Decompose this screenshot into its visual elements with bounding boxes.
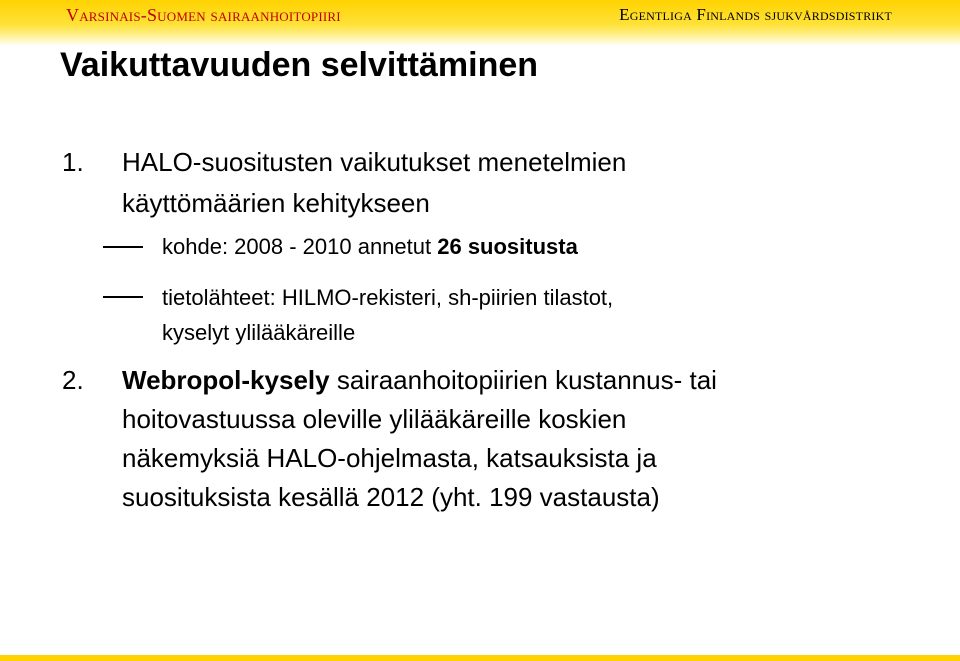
item-2-line-3: näkemyksiä HALO-ohjelmasta, katsauksista ja (122, 443, 657, 473)
item-number-2: 2. (62, 365, 84, 395)
organization-name-finnish: Varsinais-Suomen sairaanhoitopiiri (66, 5, 341, 25)
item-1-line-2: käyttömäärien kehitykseen (122, 188, 430, 218)
sub-item-sources-line-2: kyselyt ylilääkäreille (162, 320, 356, 345)
item-2-line-4: suosituksista kesällä 2012 (yht. 199 vastausta) (122, 482, 660, 512)
item-2-line-1 (122, 362, 717, 398)
item-2-bold: Webropol-kysely (122, 365, 330, 395)
item-2-line-2: hoitovastuussa oleville ylilääkäreille koskien (122, 404, 627, 434)
item-2-line-1-rest: sairaanhoitopiirien kustannus- tai (329, 365, 717, 395)
sub-item-sources-line-1: tietolähteet: HILMO-rekisteri, sh-piirien tilastot, (162, 285, 614, 310)
organization-name-swedish: Egentliga Finlands sjukvårdsdistrikt (619, 5, 892, 24)
sub-item-target-text: kohde: 2008 - 2010 annetut (162, 234, 438, 259)
sub-bullet-dash (103, 246, 143, 248)
item-1-line-1: HALO-suositusten vaikutukset menetelmien (122, 147, 627, 177)
sub-item-target (162, 231, 578, 263)
slide-title: Vaikuttavuuden selvittäminen (60, 46, 539, 84)
sub-item-target-bold: 26 suositusta (437, 234, 578, 259)
item-number-1: 1. (62, 147, 84, 177)
footer-bar (0, 655, 960, 661)
sub-bullet-dash (103, 296, 143, 298)
